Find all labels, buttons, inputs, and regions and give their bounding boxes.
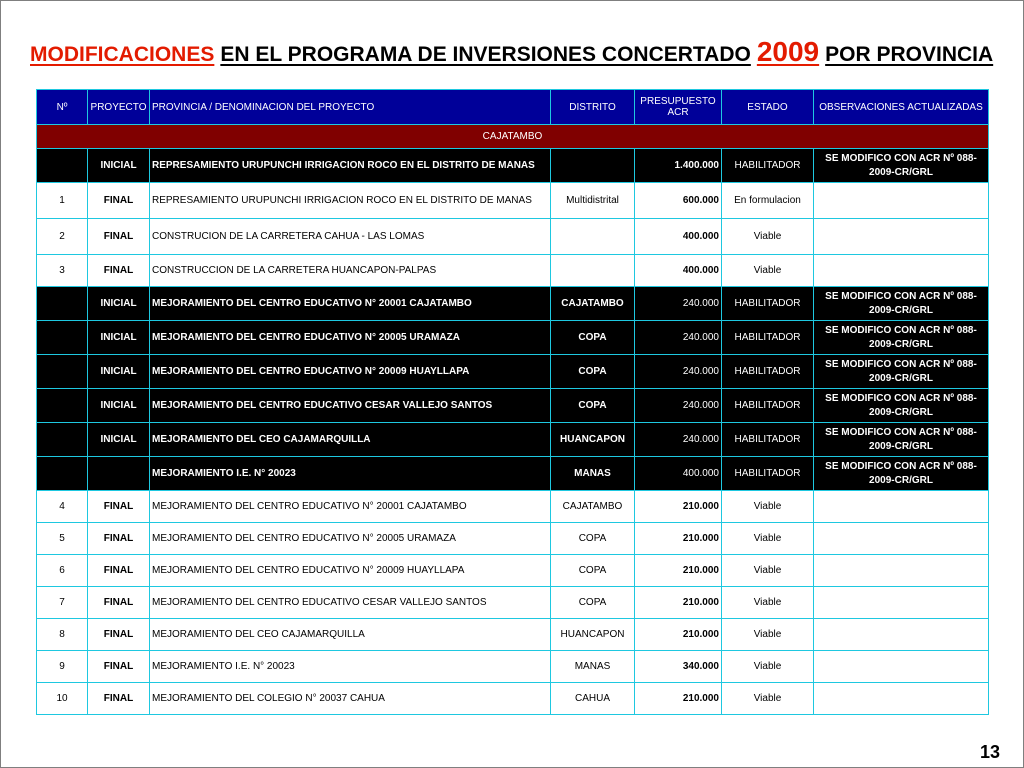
header-estado: ESTADO [722, 90, 814, 125]
cell-proyecto: INICIAL [88, 321, 150, 355]
cell-observaciones [814, 183, 989, 219]
cell-observaciones [814, 555, 989, 587]
cell-presupuesto: 210.000 [635, 619, 722, 651]
cell-nombre: REPRESAMIENTO URUPUNCHI IRRIGACION ROCO EN EL DISTRITO DE MANAS [150, 183, 551, 219]
cell-presupuesto: 210.000 [635, 491, 722, 523]
table-row [37, 457, 989, 491]
cell-proyecto: INICIAL [88, 423, 150, 457]
cell-nombre: MEJORAMIENTO DEL CENTRO EDUCATIVO N° 20009 HUAYLLAPA [150, 555, 551, 587]
cell-observaciones [814, 619, 989, 651]
cell-estado: Viable [722, 555, 814, 587]
cell-distrito: Multidistrital [551, 183, 635, 219]
cell-estado: Viable [722, 587, 814, 619]
cell-estado: Viable [722, 523, 814, 555]
cell-distrito: COPA [551, 355, 635, 389]
cell-observaciones: SE MODIFICO CON ACR Nº 088-2009-CR/GRL [814, 457, 989, 491]
header-presupuesto: PRESUPUESTO ACR [635, 90, 722, 125]
table-row [37, 491, 989, 523]
header-provincia: PROVINCIA / DENOMINACION DEL PROYECTO [150, 90, 551, 125]
cell-proyecto: FINAL [88, 651, 150, 683]
cell-observaciones [814, 523, 989, 555]
cell-presupuesto: 240.000 [635, 423, 722, 457]
cell-proyecto: FINAL [88, 555, 150, 587]
cell-observaciones: SE MODIFICO CON ACR Nº 088-2009-CR/GRL [814, 149, 989, 183]
cell-estado: Viable [722, 651, 814, 683]
cell-distrito: MANAS [551, 457, 635, 491]
table-row [37, 355, 989, 389]
cell-proyecto [88, 457, 150, 491]
cell-estado: HABILITADOR [722, 355, 814, 389]
region-row [37, 125, 989, 149]
cell-observaciones [814, 651, 989, 683]
cell-observaciones [814, 255, 989, 287]
cell-observaciones: SE MODIFICO CON ACR Nº 088-2009-CR/GRL [814, 355, 989, 389]
cell-distrito: CAJATAMBO [551, 287, 635, 321]
table-row [37, 149, 989, 183]
table-row [37, 321, 989, 355]
cell-distrito: COPA [551, 523, 635, 555]
cell-observaciones [814, 219, 989, 255]
cell-nombre: MEJORAMIENTO DEL CENTRO EDUCATIVO N° 20009 HUAYLLAPA [150, 355, 551, 389]
cell-distrito: COPA [551, 389, 635, 423]
cell-proyecto: INICIAL [88, 149, 150, 183]
cell-presupuesto: 600.000 [635, 183, 722, 219]
cell-distrito [551, 219, 635, 255]
cell-presupuesto: 340.000 [635, 651, 722, 683]
table-row [37, 619, 989, 651]
cell-num [37, 423, 88, 457]
cell-nombre: MEJORAMIENTO DEL CEO CAJAMARQUILLA [150, 423, 551, 457]
cell-distrito: MANAS [551, 651, 635, 683]
header-proyecto: PROYECTO [88, 90, 150, 125]
cell-estado: HABILITADOR [722, 389, 814, 423]
cell-presupuesto: 240.000 [635, 321, 722, 355]
cell-distrito [551, 149, 635, 183]
cell-nombre: MEJORAMIENTO DEL CENTRO EDUCATIVO N° 20005 URAMAZA [150, 321, 551, 355]
cell-distrito: COPA [551, 321, 635, 355]
cell-nombre: MEJORAMIENTO DEL CENTRO EDUCATIVO CESAR VALLEJO SANTOS [150, 587, 551, 619]
cell-presupuesto: 400.000 [635, 255, 722, 287]
cell-estado: HABILITADOR [722, 149, 814, 183]
cell-num: 1 [37, 183, 88, 219]
cell-nombre: MEJORAMIENTO I.E. N° 20023 [150, 457, 551, 491]
cell-observaciones [814, 491, 989, 523]
cell-proyecto: FINAL [88, 491, 150, 523]
cell-presupuesto: 210.000 [635, 683, 722, 715]
page-number: 13 [980, 742, 1001, 762]
cell-num [37, 457, 88, 491]
cell-presupuesto: 400.000 [635, 457, 722, 491]
cell-observaciones: SE MODIFICO CON ACR Nº 088-2009-CR/GRL [814, 389, 989, 423]
cell-proyecto: FINAL [88, 587, 150, 619]
cell-nombre: MEJORAMIENTO I.E. N° 20023 [150, 651, 551, 683]
table-row [37, 423, 989, 457]
cell-observaciones: SE MODIFICO CON ACR Nº 088-2009-CR/GRL [814, 287, 989, 321]
cell-presupuesto: 210.000 [635, 523, 722, 555]
cell-nombre: MEJORAMIENTO DEL CENTRO EDUCATIVO N° 20001 CAJATAMBO [150, 491, 551, 523]
cell-observaciones: SE MODIFICO CON ACR Nº 088-2009-CR/GRL [814, 423, 989, 457]
cell-proyecto: FINAL [88, 683, 150, 715]
title-provincia: POR PROVINCIA [825, 43, 994, 66]
cell-estado: Viable [722, 683, 814, 715]
cell-observaciones [814, 587, 989, 619]
cell-num: 6 [37, 555, 88, 587]
cell-nombre: CONSTRUCCION DE LA CARRETERA HUANCAPON-PALPAS [150, 255, 551, 287]
cell-num: 7 [37, 587, 88, 619]
cell-num [37, 389, 88, 423]
cell-estado: HABILITADOR [722, 287, 814, 321]
table-row [37, 587, 989, 619]
table-row [37, 523, 989, 555]
cell-estado: HABILITADOR [722, 423, 814, 457]
title-modificaciones: MODIFICACIONES [30, 43, 215, 66]
cell-proyecto: FINAL [88, 219, 150, 255]
cell-observaciones: SE MODIFICO CON ACR Nº 088-2009-CR/GRL [814, 321, 989, 355]
cell-estado: Viable [722, 219, 814, 255]
cell-distrito [551, 255, 635, 287]
cell-estado: Viable [722, 619, 814, 651]
cell-num [37, 149, 88, 183]
cell-num [37, 355, 88, 389]
cell-presupuesto: 1.400.000 [635, 149, 722, 183]
cell-distrito: CAJATAMBO [551, 491, 635, 523]
cell-num: 4 [37, 491, 88, 523]
cell-presupuesto: 240.000 [635, 355, 722, 389]
cell-distrito: HUANCAPON [551, 423, 635, 457]
cell-proyecto: FINAL [88, 619, 150, 651]
table-row [37, 389, 989, 423]
table-header-row [37, 90, 989, 125]
cell-presupuesto: 240.000 [635, 389, 722, 423]
cell-nombre: MEJORAMIENTO DEL CEO CAJAMARQUILLA [150, 619, 551, 651]
cell-presupuesto: 400.000 [635, 219, 722, 255]
cell-presupuesto: 240.000 [635, 287, 722, 321]
cell-distrito: HUANCAPON [551, 619, 635, 651]
cell-proyecto: FINAL [88, 183, 150, 219]
cell-num [37, 321, 88, 355]
cell-num: 8 [37, 619, 88, 651]
cell-presupuesto: 210.000 [635, 587, 722, 619]
cell-estado: HABILITADOR [722, 457, 814, 491]
cell-proyecto: INICIAL [88, 389, 150, 423]
header-observaciones: OBSERVACIONES ACTUALIZADAS [814, 90, 989, 125]
cell-nombre: CONSTRUCION DE LA CARRETERA CAHUA - LAS LOMAS [150, 219, 551, 255]
cell-proyecto: FINAL [88, 255, 150, 287]
cell-nombre: MEJORAMIENTO DEL CENTRO EDUCATIVO CESAR VALLEJO SANTOS [150, 389, 551, 423]
cell-num: 2 [37, 219, 88, 255]
cell-num: 5 [37, 523, 88, 555]
table-row [37, 255, 989, 287]
title-programa: EN EL PROGRAMA DE INVERSIONES CONCERTADO [220, 43, 751, 66]
table-row [37, 219, 989, 255]
table-row [37, 183, 989, 219]
cell-estado: Viable [722, 491, 814, 523]
cell-num: 10 [37, 683, 88, 715]
cell-num [37, 287, 88, 321]
cell-nombre: MEJORAMIENTO DEL CENTRO EDUCATIVO N° 20001 CAJATAMBO [150, 287, 551, 321]
header-num: Nº [37, 90, 88, 125]
cell-distrito: CAHUA [551, 683, 635, 715]
cell-proyecto: FINAL [88, 523, 150, 555]
cell-observaciones [814, 683, 989, 715]
slide-title [30, 36, 1000, 76]
table-row [37, 683, 989, 715]
cell-nombre: MEJORAMIENTO DEL CENTRO EDUCATIVO N° 20005 URAMAZA [150, 523, 551, 555]
header-distrito: DISTRITO [551, 90, 635, 125]
cell-estado: HABILITADOR [722, 321, 814, 355]
cell-num: 3 [37, 255, 88, 287]
table-row [37, 287, 989, 321]
cell-distrito: COPA [551, 587, 635, 619]
cell-nombre: MEJORAMIENTO DEL COLEGIO N° 20037 CAHUA [150, 683, 551, 715]
cell-estado: Viable [722, 255, 814, 287]
table-row [37, 555, 989, 587]
cell-proyecto: INICIAL [88, 287, 150, 321]
table-row [37, 651, 989, 683]
cell-num: 9 [37, 651, 88, 683]
cell-nombre: REPRESAMIENTO URUPUNCHI IRRIGACION ROCO EN EL DISTRITO DE MANAS [150, 149, 551, 183]
projects-table [36, 89, 989, 715]
title-year: 2009 [756, 36, 820, 67]
cell-presupuesto: 210.000 [635, 555, 722, 587]
cell-proyecto: INICIAL [88, 355, 150, 389]
cell-estado: En formulacion [722, 183, 814, 219]
region-name: CAJATAMBO [37, 125, 989, 149]
cell-distrito: COPA [551, 555, 635, 587]
